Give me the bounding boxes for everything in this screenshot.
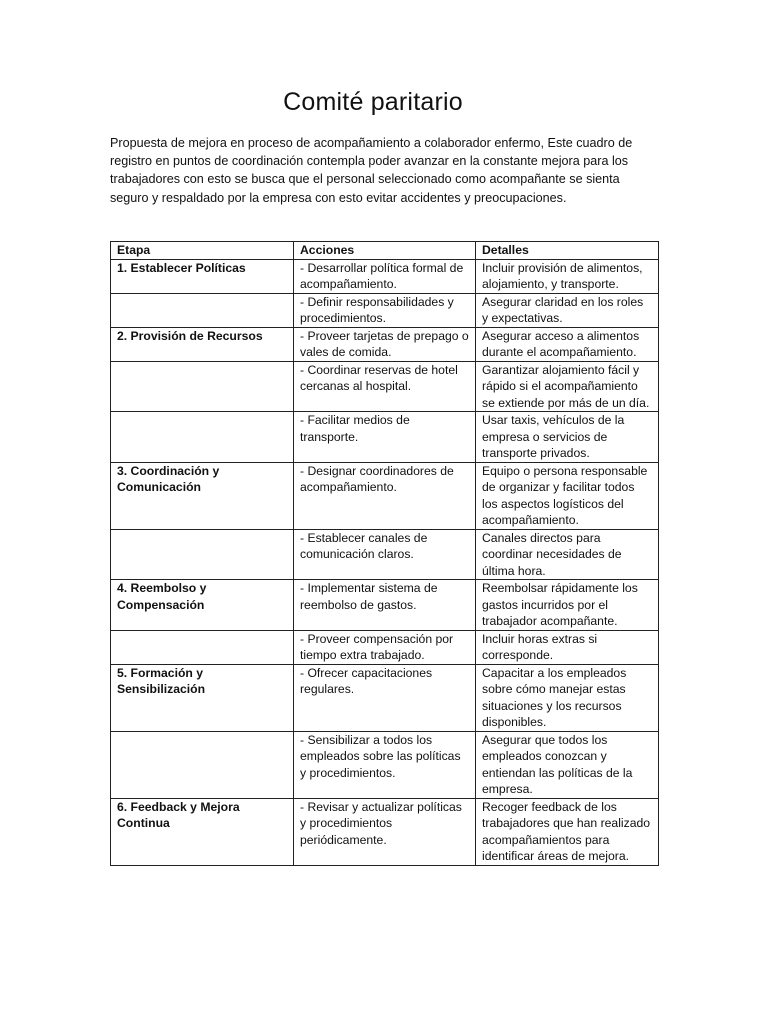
coordination-table (110, 241, 659, 866)
stage-cell (111, 361, 294, 412)
stage-cell (111, 293, 294, 327)
stage-cell: 4. Reembolso y Compensación (111, 580, 294, 631)
detail-cell: Asegurar claridad en los roles y expectativas. (476, 293, 659, 327)
table-row (111, 327, 659, 361)
stage-cell (111, 412, 294, 463)
table-header-row (111, 242, 659, 260)
action-cell: - Establecer canales de comunicación claros. (294, 529, 476, 580)
detail-cell: Asegurar acceso a alimentos durante el acompañamiento. (476, 327, 659, 361)
stage-cell: 1. Establecer Políticas (111, 259, 294, 293)
action-cell: - Sensibilizar a todos los empleados sobre las políticas y procedimientos. (294, 731, 476, 798)
detail-cell: Recoger feedback de los trabajadores que han realizado acompañamientos para identificar áreas de mejora. (476, 798, 659, 865)
table-row (111, 293, 659, 327)
header-detalles: Detalles (476, 242, 659, 260)
action-cell: - Definir responsabilidades y procedimientos. (294, 293, 476, 327)
table-row (111, 798, 659, 865)
table-row (111, 664, 659, 731)
table-row (111, 462, 659, 529)
detail-cell: Incluir provisión de alimentos, alojamiento, y transporte. (476, 259, 659, 293)
action-cell: - Proveer tarjetas de prepago o vales de comida. (294, 327, 476, 361)
action-cell: - Implementar sistema de reembolso de gastos. (294, 580, 476, 631)
action-cell: - Coordinar reservas de hotel cercanas al hospital. (294, 361, 476, 412)
action-cell: - Desarrollar política formal de acompañamiento. (294, 259, 476, 293)
stage-cell (111, 731, 294, 798)
table-row (111, 259, 659, 293)
action-cell: - Facilitar medios de transporte. (294, 412, 476, 463)
header-acciones: Acciones (294, 242, 476, 260)
intro-paragraph: Propuesta de mejora en proceso de acompañamiento a colaborador enfermo, Este cuadro de registro en puntos de coordinación contempla poder avanzar en la constante mejora para los trabajadores con esto se busca que el personal seleccionado como acompañante se sienta seguro y respaldado por la empresa con esto evitar accidentes y preocupaciones. (110, 136, 633, 205)
table-row (111, 412, 659, 463)
document-title: Comité paritario (283, 88, 463, 116)
table-row (111, 731, 659, 798)
detail-cell: Reembolsar rápidamente los gastos incurridos por el trabajador acompañante. (476, 580, 659, 631)
detail-cell: Usar taxis, vehículos de la empresa o servicios de transporte privados. (476, 412, 659, 463)
table-row (111, 361, 659, 412)
stage-cell: 5. Formación y Sensibilización (111, 664, 294, 731)
action-cell: - Proveer compensación por tiempo extra trabajado. (294, 630, 476, 664)
action-cell: - Designar coordinadores de acompañamiento. (294, 462, 476, 529)
stage-cell: 2. Provisión de Recursos (111, 327, 294, 361)
detail-cell: Equipo o persona responsable de organizar y facilitar todos los aspectos logísticos del acompañamiento. (476, 462, 659, 529)
table-row (111, 529, 659, 580)
table-row (111, 580, 659, 631)
detail-cell: Asegurar que todos los empleados conozcan y entiendan las políticas de la empresa. (476, 731, 659, 798)
table-row (111, 630, 659, 664)
action-cell: - Revisar y actualizar políticas y procedimientos periódicamente. (294, 798, 476, 865)
detail-cell: Garantizar alojamiento fácil y rápido si el acompañamiento se extiende por más de un día. (476, 361, 659, 412)
stage-cell: 3. Coordinación y Comunicación (111, 462, 294, 529)
stage-cell (111, 630, 294, 664)
header-etapa: Etapa (111, 242, 294, 260)
action-cell: - Ofrecer capacitaciones regulares. (294, 664, 476, 731)
detail-cell: Capacitar a los empleados sobre cómo manejar estas situaciones y los recursos disponibles. (476, 664, 659, 731)
stage-cell (111, 529, 294, 580)
detail-cell: Canales directos para coordinar necesidades de última hora. (476, 529, 659, 580)
detail-cell: Incluir horas extras si corresponde. (476, 630, 659, 664)
stage-cell: 6. Feedback y Mejora Continua (111, 798, 294, 865)
